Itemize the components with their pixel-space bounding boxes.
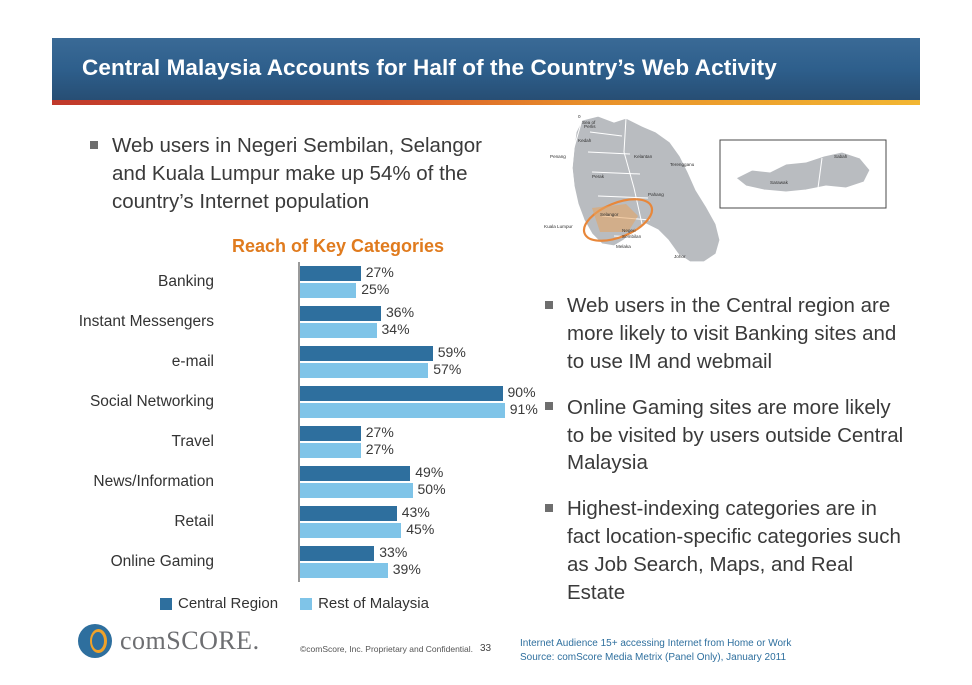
chart-bar-fill xyxy=(300,506,397,521)
chart-title: Reach of Key Categories xyxy=(231,236,445,256)
legend-item-central xyxy=(160,595,278,612)
chart-bar-fill xyxy=(300,363,428,378)
chart-bar xyxy=(300,546,530,561)
chart-bar-value-label: 49% xyxy=(415,464,444,480)
footer-source xyxy=(520,637,791,664)
page-number: 33 xyxy=(480,643,492,654)
chart-bar-fill xyxy=(300,283,356,298)
chart-bar xyxy=(300,283,530,298)
chart-bar-value-label: 91% xyxy=(509,401,538,417)
legend-item-rest xyxy=(300,595,429,612)
svg-text:Penang: Penang xyxy=(550,154,566,159)
chart-bar-fill xyxy=(300,386,503,401)
svg-text:Sarawak: Sarawak xyxy=(770,180,788,185)
chart-bar xyxy=(300,466,530,481)
map-graphic xyxy=(530,112,890,280)
chart-bar-group xyxy=(300,506,530,546)
chart-bar-value-label: 57% xyxy=(433,361,462,377)
list-item xyxy=(90,132,520,216)
chart-category-label: Travel xyxy=(171,433,214,450)
chart-bar xyxy=(300,563,530,578)
title-accent-rule xyxy=(52,100,920,105)
chart-bar-fill xyxy=(300,546,374,561)
chart-bar-fill xyxy=(300,523,401,538)
chart-bar-value-label: 27% xyxy=(365,264,394,280)
comscore-mark-icon xyxy=(78,624,112,658)
chart-bar-value-label: 27% xyxy=(365,441,394,457)
comscore-wordmark: comSCORE. xyxy=(120,626,260,655)
chart-legend xyxy=(160,595,429,612)
chart-bar-value-label: 90% xyxy=(507,384,536,400)
chart-bar-fill xyxy=(300,426,361,441)
svg-text:Melaka: Melaka xyxy=(616,244,631,249)
svg-text:0: 0 xyxy=(578,114,581,119)
svg-text:Kuala Lumpur: Kuala Lumpur xyxy=(544,224,573,229)
chart-bar-value-label: 50% xyxy=(417,481,446,497)
svg-text:Kelantan: Kelantan xyxy=(634,154,653,159)
legend-label: Rest of Malaysia xyxy=(318,595,429,612)
legend-label: Central Region xyxy=(178,595,279,612)
svg-text:Terengganu: Terengganu xyxy=(670,162,695,167)
chart-bar-group xyxy=(300,346,530,386)
chart-bar xyxy=(300,483,530,498)
list-item-text: Highest-indexing categories are in fact location-specific categories such as Job Search, Maps, and Real Estate xyxy=(567,497,901,604)
list-item xyxy=(545,495,905,607)
chart-bar xyxy=(300,384,536,401)
chart-bars xyxy=(300,264,538,586)
chart-bar-fill xyxy=(300,403,505,418)
title-bar xyxy=(52,38,920,100)
comscore-logo xyxy=(78,624,260,658)
chart-bar-value-label: 39% xyxy=(392,561,421,577)
chart-bar xyxy=(300,401,538,418)
footer-source-line1: Internet Audience 15+ accessing Internet from Home or Work xyxy=(520,638,792,649)
list-item xyxy=(545,292,905,376)
map-inset-east-malaysia xyxy=(720,140,886,208)
svg-text:Sembilan: Sembilan xyxy=(622,234,642,239)
chart-category-label: Online Gaming xyxy=(110,553,214,570)
chart-category-label: Banking xyxy=(157,273,214,290)
chart-bar-value-label: 34% xyxy=(381,321,410,337)
chart-bar-group xyxy=(300,426,530,466)
footer-source-line2: Source: comScore Media Metrix (Panel Only), January 2011 xyxy=(520,651,787,663)
chart-category-label: News/Information xyxy=(93,473,214,490)
chart-bar xyxy=(300,506,530,521)
list-item xyxy=(545,394,905,478)
chart-bar-group xyxy=(300,306,530,346)
chart-bar-group xyxy=(300,384,538,426)
chart-bar-value-label: 25% xyxy=(361,281,390,297)
page-title: Central Malaysia Accounts for Half of the Country’s Web Activity xyxy=(82,55,777,80)
chart-bar-fill xyxy=(300,483,413,498)
svg-text:Johor: Johor xyxy=(674,254,686,259)
legend-swatch-icon xyxy=(300,598,312,610)
chart-bar-value-label: 33% xyxy=(379,544,408,560)
chart-bar-value-label: 36% xyxy=(386,304,415,320)
chart-bar xyxy=(300,363,530,378)
chart-bar-fill xyxy=(300,266,361,281)
svg-text:Sabah: Sabah xyxy=(834,154,848,159)
chart-bar xyxy=(300,266,530,281)
right-bullet-list xyxy=(545,292,905,625)
chart-category-label: Social Networking xyxy=(89,393,214,410)
list-item-text: Web users in Negeri Sembilan, Selangor and Kuala Lumpur make up 54% of the country’s Internet population xyxy=(112,134,482,213)
chart-category-label: Instant Messengers xyxy=(78,313,214,330)
chart-category-label: e-mail xyxy=(171,353,214,370)
chart-bar xyxy=(300,323,530,338)
chart-category-label: Retail xyxy=(174,513,214,530)
svg-text:Pahang: Pahang xyxy=(648,192,664,197)
left-bullet-list xyxy=(90,132,520,216)
footer-copyright: ©comScore, Inc. Proprietary and Confidential. xyxy=(300,644,474,654)
chart-bar-value-label: 59% xyxy=(437,344,466,360)
chart-bar-group xyxy=(300,266,530,306)
svg-text:Kedah: Kedah xyxy=(578,138,592,143)
chart-bar-group xyxy=(300,546,530,586)
legend-swatch-icon xyxy=(160,598,172,610)
bullet-marker-icon xyxy=(90,141,98,149)
chart-bar xyxy=(300,426,530,441)
chart-bar-fill xyxy=(300,466,410,481)
chart-bar-fill xyxy=(300,346,433,361)
bullet-marker-icon xyxy=(545,504,553,512)
chart-bar-fill xyxy=(300,323,377,338)
chart-bar xyxy=(300,346,530,361)
list-item-text: Online Gaming sites are more likely to be visited by users outside Central Malaysia xyxy=(567,395,904,475)
svg-text:Selangor: Selangor xyxy=(600,212,619,217)
chart-bar-value-label: 43% xyxy=(401,504,430,520)
chart-bar-fill xyxy=(300,306,381,321)
chart-bar xyxy=(300,306,530,321)
chart-bar-value-label: 45% xyxy=(406,521,435,537)
chart-bar xyxy=(300,523,530,538)
chart-bar-fill xyxy=(300,563,388,578)
bullet-marker-icon xyxy=(545,402,553,410)
reach-bar-chart xyxy=(78,262,538,582)
chart-bar-group xyxy=(300,466,530,506)
list-item-text: Web users in the Central region are more likely to visit Banking sites and to use IM and webmail xyxy=(567,294,897,373)
malaysia-map xyxy=(530,112,890,280)
svg-text:Sea of: Sea of xyxy=(582,120,596,125)
chart-bar-fill xyxy=(300,443,361,458)
svg-text:Perak: Perak xyxy=(592,174,605,179)
chart-bar xyxy=(300,443,530,458)
bullet-marker-icon xyxy=(545,301,553,309)
chart-bar-value-label: 27% xyxy=(365,424,394,440)
svg-text:Negeri: Negeri xyxy=(622,228,636,233)
svg-text:Perlis: Perlis xyxy=(584,124,596,129)
